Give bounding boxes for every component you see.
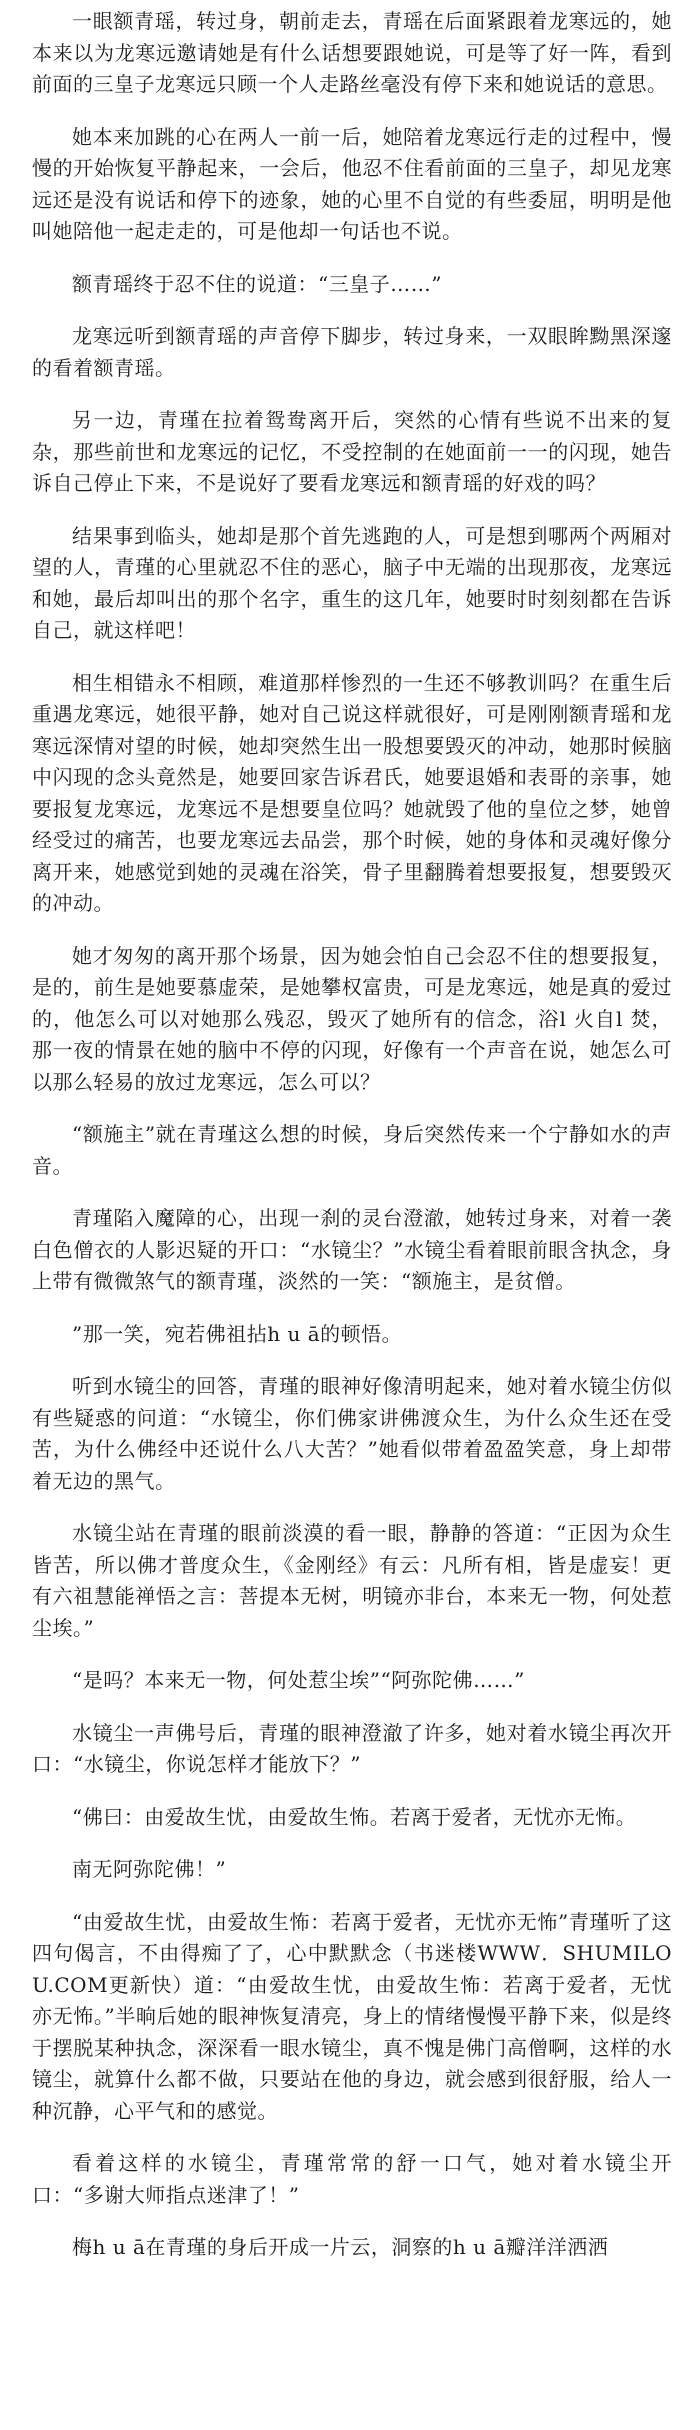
- paragraph-9: “额施主”就在青瑾这么想的时候，身后突然传来一个宁静如水的声音。: [32, 1122, 672, 1178]
- paragraph-14: “是吗？本来无一物，何处惹尘埃”“阿弥陀佛……”: [72, 1668, 525, 1692]
- paragraph-1: 一眼额青瑶，转过身，朝前走去，青瑶在后面紧跟着龙寒远的，她本来以为龙寒远邀请她是有什么话想要跟她说，可是等了好一阵，看到前面的三皇子龙寒远只顾一个人走路丝毫没有停下来和她说话的意思。: [32, 9, 672, 96]
- paragraph-2: 她本来加跳的心在两人一前一后，她陪着龙寒远行走的过程中，慢慢的开始恢复平静起来，一会后，他忍不住看前面的三皇子，却见龙寒远还是没有说话和停下的迹象，她的心里不自觉的有些委屈，明明是他叫她陪他一起走走的，可是他却一句话也不说。: [32, 124, 672, 243]
- paragraph-20: 梅h u ā在青瑾的身后开成一片云，洞察的h u ā瓣洋洋洒洒: [72, 2235, 609, 2259]
- paragraph-4: 龙寒远听到额青瑶的声音停下脚步，转过身来，一双眼眸黝黑深邃的看着额青瑶。: [32, 324, 672, 380]
- paragraph-10: 青瑾陷入魔障的心，出现一刹的灵台澄澈，她转过身来，对着一袭白色僧衣的人影迟疑的开口：“水镜尘？”水镜尘看着眼前眼含执念，身上带有微微煞气的额青瑾，淡然的一笑：“额施主，是贫僧。: [32, 1206, 672, 1293]
- paragraph-17: 南无阿弥陀佛！”: [72, 1857, 227, 1881]
- paragraph-11: ”那一笑，宛若佛祖拈h u ā的顿悟。: [72, 1321, 403, 1346]
- paragraph-18: “由爱故生忧，由爱故生怖：若离于爱者，无忧亦无怖”青瑾听了这四句偈言，不由得痴了了，心中默默念（书迷楼WWW．SHUMILOU.COM更新快）道：“由爱故生忧，由爱故生怖：若离于爱者，无忧亦无怖。”半晌后她的眼神恢复清亮，身上的情绪慢慢平静下来，似是终于摆脱某种执念，深深看一眼水镜尘，真不愧是佛门高僧啊，这样的水镜尘，就算什么都不做，只要站在他的身边，就会感到很舒服，给人一种沉静，心平气和的感觉。: [32, 1909, 672, 2123]
- paragraph-15: 水镜尘一声佛号后，青瑾的眼神澄澈了许多，她对着水镜尘再次开口：“水镜尘，你说怎样才能放下？”: [32, 1720, 672, 1776]
- paragraph-6: 结果事到临头，她却是那个首先逃跑的人，可是想到哪两个两厢对望的人，青瑾的心里就忍不住的恶心，脑子中无端的出现那夜，龙寒远和她，最后却叫出的那个名字，重生的这几年，她要时时刻刻都在告诉自己，就这样吧！: [32, 523, 672, 642]
- paragraph-5: 另一边，青瑾在拉着鸳鸯离开后，突然的心情有些说不出来的复杂，那些前世和龙寒远的记忆，不受控制的在她面前一一的闪现，她告诉自己停止下来，不是说好了要看龙寒远和额青瑶的好戏的吗？: [32, 408, 672, 495]
- paragraph-12: 听到水镜尘的回答，青瑾的眼神好像清明起来，她对着水镜尘仿似有些疑惑的问道：“水镜尘，你们佛家讲佛渡众生，为什么众生还在受苦，为什么佛经中还说什么八大苦？”她看似带着盈盈笑意，身上却带着无边的黑气。: [32, 1374, 672, 1493]
- paragraph-7: 相生相错永不相顾，难道那样惨烈的一生还不够教训吗？在重生后重遇龙寒远，她很平静，她对自己说这样就很好，可是刚刚额青瑶和龙寒远深情对望的时候，她却突然生出一股想要毁灭的冲动，她那时候脑中闪现的念头竟然是，她要回家告诉君氏，她要退婚和表哥的亲事，她要报复龙寒远，龙寒远不是想要皇位吗？她就毁了他的皇位之梦，她曾经受过的痛苦，也要龙寒远去品尝，那个时候，她的身体和灵魂好像分离开来，她感觉到她的灵魂在浴笑，骨子里翻腾着想要报复，想要毁灭的冲动。: [32, 670, 672, 915]
- paragraph-13: 水镜尘站在青瑾的眼前淡漠的看一眼，静静的答道：“正因为众生皆苦，所以佛才普度众生，《金刚经》有云：凡所有相，皆是虚妄！更有六祖慧能禅悟之言：菩提本无树，明镜亦非台，本来无一物，何处惹尘埃。”: [32, 1521, 672, 1640]
- paragraph-3: 额青瑶终于忍不住的说道：“三皇子……”: [72, 271, 442, 296]
- paragraph-16: “佛曰：由爱故生忧，由爱故生怖。若离于爱者，无忧亦无怖。: [72, 1804, 637, 1829]
- paragraph-8: 她才匆匆的离开那个场景，因为她会怕自己会忍不住的想要报复，是的，前生是她要慕虚荣，是她攀权富贵，可是龙寒远，她是真的爱过的，他怎么可以对她那么残忍，毁灭了她所有的信念，浴l 火自l 焚，那一夜的情景在她的脑中不停的闪现，好像有一个声音在说，她怎么可以那么轻易的放过龙寒远，怎么可以？: [32, 943, 672, 1094]
- paragraph-19: 看着这样的水镜尘，青瑾常常的舒一口气，她对着水镜尘开口：“多谢大师指点迷津了！”: [32, 2151, 672, 2207]
